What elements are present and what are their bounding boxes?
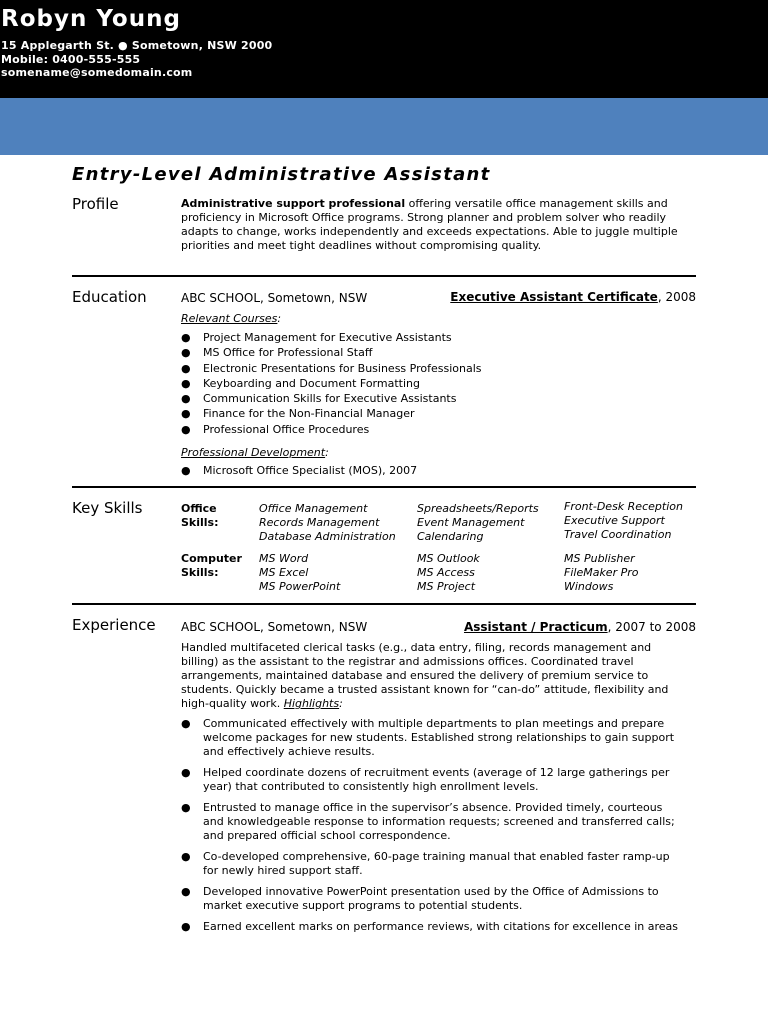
profile-line: proficiency in Microsoft Office programs. Strong planner and problem solver who readily <box>181 211 667 224</box>
education-year: , 2008 <box>657 290 696 304</box>
courses-label-line: Relevant Courses: <box>181 312 282 325</box>
education-credential-line <box>450 290 696 304</box>
list-item: ● Microsoft Office Specialist (MOS), 2007 <box>181 464 418 477</box>
profile-text <box>181 197 678 253</box>
courses-label: Relevant Courses <box>181 312 278 325</box>
email-line: somename@somedomain.com <box>1 66 193 79</box>
list-item: ● Project Management for Executive Assistants <box>181 331 452 344</box>
experience-summary: Handled multifaceted clerical tasks (e.g., data entry, filing, records management and billing) as the assistant to the registrar and admissions offices. Coordinated travel arrangements, maintained database and ensured the delivery of premium service to students. Quickly became a trusted assistant known for “can-do” attitude, flexibility and high-quality work. Highlights: <box>181 641 669 710</box>
highlights-label: Highlights <box>283 697 340 710</box>
profile-heading: Profile <box>72 195 119 213</box>
experience-role: Assistant / Practicum <box>463 620 608 634</box>
list-item: ● Finance for the Non-Financial Manager <box>181 407 415 421</box>
list-item: ● Helped coordinate dozens of recruitment events (average of 12 large gatherings per year) that contributed to consistently high enrollment levels. <box>181 766 670 793</box>
mobile-line: Mobile: 0400-555-555 <box>1 53 141 66</box>
education-credential: Executive Assistant Certificate <box>450 290 658 304</box>
list-item: ● Entrusted to manage office in the supervisor’s absence. Provided timely, courteous and knowledgeable response to information requests; screened and transferred calls; and prepared official school correspondence. <box>181 801 675 842</box>
pd-label-line: Professional Development: <box>181 446 329 459</box>
computer-skills-col-1: MS Word MS Excel MS PowerPoint <box>259 552 341 593</box>
list-item: ● Co-developed comprehensive, 60-page training manual that enabled faster ramp-up for newly hired support staff. <box>181 850 670 877</box>
experience-employer: ABC SCHOOL, Sometown, NSW <box>181 620 368 634</box>
education-heading: Education <box>72 288 147 306</box>
profile-line: adapts to change, works independently and exceeds expectations. Able to juggle multiple <box>181 225 678 238</box>
office-skills-label: Office Skills: <box>181 502 219 529</box>
education-school: ABC SCHOOL, Sometown, NSW <box>181 291 368 305</box>
experience-dates: , 2007 to 2008 <box>607 620 696 634</box>
job-title: Entry-Level Administrative Assistant <box>72 164 491 185</box>
computer-skills-col-2: MS Outlook MS Access MS Project <box>417 552 480 593</box>
courses-list <box>181 330 482 437</box>
resume-header <box>0 0 768 98</box>
header-accent-band <box>0 98 768 155</box>
list-item: ● Professional Office Procedures <box>181 422 370 436</box>
section-divider <box>72 603 696 605</box>
list-item: ● Keyboarding and Document Formatting <box>181 376 420 390</box>
experience-heading: Experience <box>72 616 156 634</box>
section-divider <box>72 275 696 277</box>
computer-skills-label: Computer Skills: <box>181 552 242 579</box>
profile-line: priorities and meet tight deadlines without compromising quality. <box>181 239 542 252</box>
office-skills-col-1: Office Management Records Management Database Administration <box>259 502 396 543</box>
skills-heading: Key Skills <box>72 499 143 517</box>
office-skills-col-2: Spreadsheets/Reports Event Management Calendaring <box>417 502 539 543</box>
list-item: ● Earned excellent marks on performance reviews, with citations for excellence in areas <box>181 920 678 933</box>
pd-label: Professional Development <box>181 446 326 459</box>
list-item: ● Electronic Presentations for Business Professionals <box>181 361 482 375</box>
profile-line: offering versatile office management skills and <box>405 197 668 210</box>
list-item: ● Developed innovative PowerPoint presentation used by the Office of Admissions to market executive support programs to potential students. <box>181 885 659 912</box>
computer-skills-col-3: MS Publisher FileMaker Pro Windows <box>564 552 639 593</box>
office-skills-col-3: Front-Desk Reception Executive Support Travel Coordination <box>564 500 683 541</box>
pd-list <box>181 463 417 478</box>
address-line: 15 Applegarth St. ● Sometown, NSW 2000 <box>1 39 273 52</box>
candidate-name: Robyn Young <box>1 6 181 32</box>
list-item: ● Communicated effectively with multiple departments to plan meetings and prepare welcome packages for new students. Established strong relationships to gain support and effectively achieve results. <box>181 717 675 758</box>
experience-role-line <box>464 620 696 634</box>
section-divider <box>72 486 696 488</box>
profile-lead: Administrative support professional <box>181 197 406 210</box>
list-item: ● Communication Skills for Executive Assistants <box>181 392 457 406</box>
list-item: ● MS Office for Professional Staff <box>181 346 373 360</box>
experience-highlights <box>181 717 678 934</box>
